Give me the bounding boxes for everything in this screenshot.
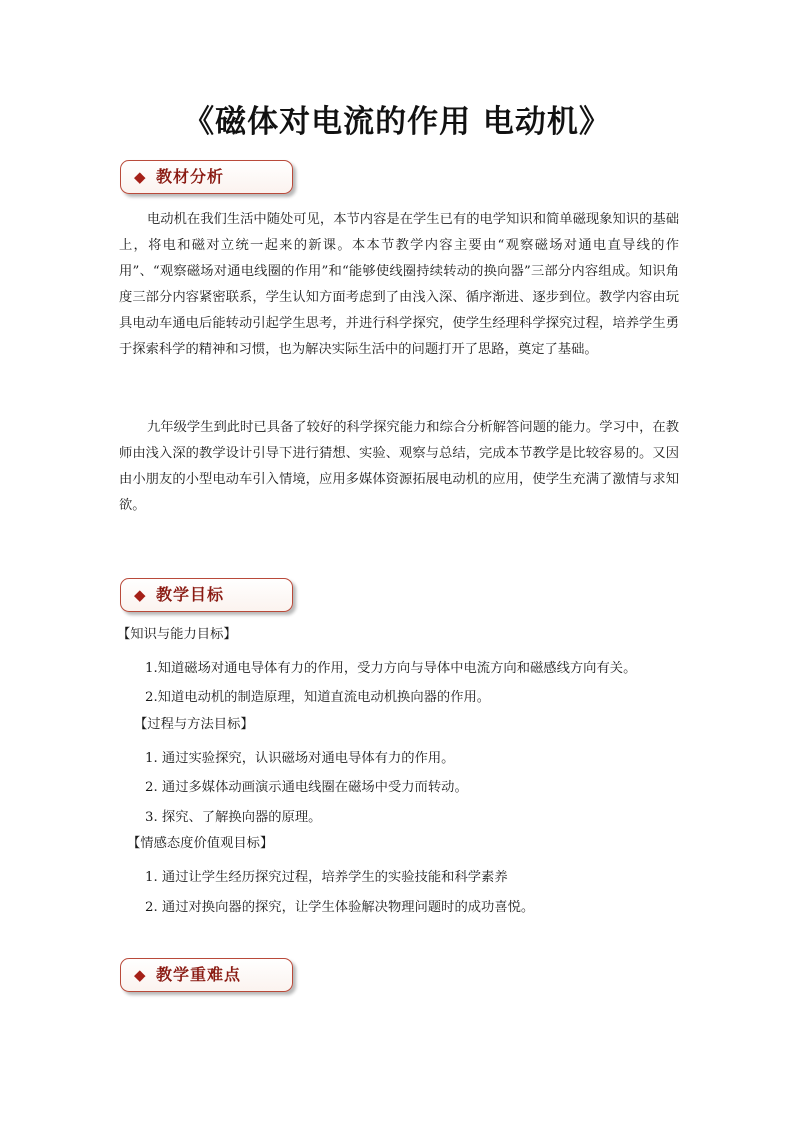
section-label: 教学重难点 [156,965,242,984]
section-header-objectives [120,578,293,612]
process-heading: 【过程与方法目标】 [134,717,254,732]
section-header-analysis [120,160,293,194]
knowledge-item-2: 2.知道电动机的制造原理，知道直流电动机换向器的作用。 [145,690,491,705]
process-item-3: 3. 探究、了解换向器的原理。 [145,810,322,825]
process-item-2: 2. 通过多媒体动画演示通电线圈在磁场中受力而转动。 [145,780,468,795]
diamond-icon: ◆ [134,586,146,604]
section-label: 教材分析 [156,167,225,186]
section-header-key-points [120,958,293,992]
diamond-icon: ◆ [134,168,146,186]
analysis-paragraph-2: 九年级学生到此时已具备了较好的科学探究能力和综合分析解答问题的能力。学习中，在教师由浅入深的教学设计引导下进行猜想、实验、观察与总结，完成本节教学是比较容易的。又因由小朋友的小型电动车引入情境，应用多媒体资源拓展电动机的应用，使学生充满了激情与求知欲。 [119,420,679,513]
diamond-icon: ◆ [134,966,146,984]
section-label: 教学目标 [156,585,225,604]
attitude-heading: 【情感态度价值观目标】 [127,836,274,851]
attitude-item-1: 1. 通过让学生经历探究过程，培养学生的实验技能和科学素养 [145,870,508,885]
analysis-paragraph-1: 电动机在我们生活中随处可见，本节内容是在学生已有的电学知识和简单磁现象知识的基础上，将电和磁对立统一起来的新课。本本节教学内容主要由“观察磁场对通电直导线的作用”、“观察磁场对通电线圈的作用”和“能够使线圈持续转动的换向器”三部分内容组成。知识角度三部分内容紧密联系，学生认知方面考虑到了由浅入深、循序渐进、逐步到位。教学内容由玩具电动车通电后能转动引起学生思考，并进行科学探究，使学生经理科学探究过程，培养学生勇于探索科学的精神和习惯，也为解决实际生活中的问题打开了思路，奠定了基础。 [119,212,679,357]
process-item-1: 1. 通过实验探究，认识磁场对通电导体有力的作用。 [145,751,455,766]
knowledge-item-1: 1.知道磁场对通电导体有力的作用，受力方向与导体中电流方向和磁感线方向有关。 [145,661,637,676]
attitude-item-2: 2. 通过对换向器的探究，让学生体验解决物理问题时的成功喜悦。 [145,900,535,915]
page-title: 《磁体对电流的作用 电动机》 [183,104,611,140]
knowledge-heading: 【知识与能力目标】 [117,627,237,642]
